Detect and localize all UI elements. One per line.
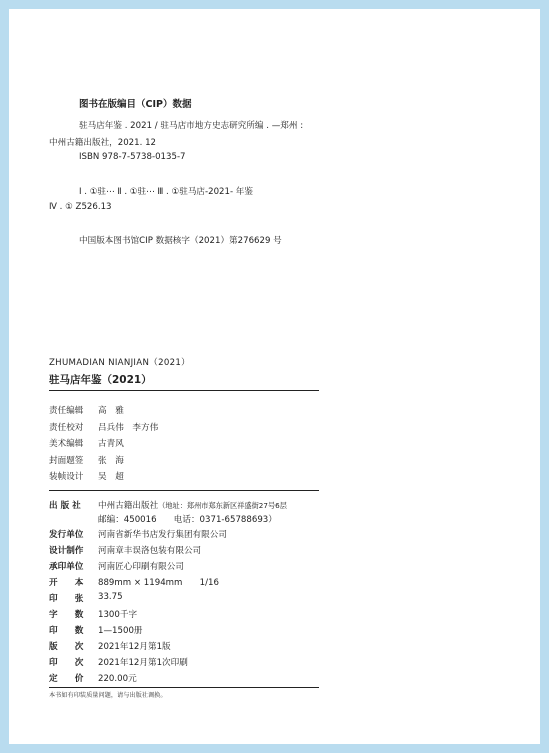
info-label: 承印单位	[49, 562, 84, 572]
info-value: 220.00元	[98, 674, 137, 684]
book-title-pinyin: ZHUMADIAN NIANJIAN（2021）	[49, 358, 191, 368]
staff-label: 封面题签	[49, 456, 84, 466]
cip-isbn: ISBN 978-7-5738-0135-7	[79, 152, 186, 162]
info-value: 河南匠心印刷有限公司	[98, 562, 184, 572]
book-copyright-page	[9, 9, 540, 744]
staff-label: 装帧设计	[49, 472, 84, 482]
cip-line-2: 中州古籍出版社，2021. 12	[49, 138, 157, 148]
quality-notice: 本书如有印装质量问题，请与出版社调换。	[49, 692, 167, 699]
info-label: 发行单位	[49, 530, 84, 540]
staff-value: 古青风	[98, 439, 124, 449]
info-label: 印 张	[49, 594, 84, 604]
staff-label: 美术编辑	[49, 439, 84, 449]
info-label: 印 数	[49, 626, 84, 636]
info-label: 印 次	[49, 658, 84, 668]
info-value: 河南章丰误洛包装有限公司	[98, 546, 202, 556]
info-label: 版 次	[49, 642, 84, 652]
staff-value: 张 海	[98, 456, 124, 466]
cip-classification-2: Ⅳ . ① Z526.13	[49, 202, 112, 212]
info-label: 设计制作	[49, 546, 84, 556]
cip-record-number: 中国版本图书馆CIP 数据核字（2021）第276629 号	[79, 236, 282, 246]
staff-value: 吴 超	[98, 472, 124, 482]
staff-label: 责任编辑	[49, 406, 84, 416]
publisher-address: （地址：郑州市郑东新区祥盛街27号6层	[158, 501, 287, 510]
staff-value: 吕兵伟 李方伟	[98, 423, 159, 433]
info-label: 开 本	[49, 578, 84, 588]
cip-classification-1: Ⅰ . ①驻⋯ Ⅱ . ①驻⋯ Ⅲ . ①驻马店-2021- 年鉴	[79, 187, 253, 197]
book-title: 驻马店年鉴（2021）	[49, 374, 152, 386]
staff-value: 高 雅	[98, 406, 124, 416]
publisher-label: 出 版 社	[49, 501, 81, 511]
publisher-contact: 邮编：450016 电话：0371-65788693）	[98, 515, 277, 525]
info-value: 2021年12月第1次印刷	[98, 658, 188, 668]
info-value: 1300千字	[98, 610, 138, 620]
staff-divider	[49, 490, 319, 491]
info-value: 2021年12月第1版	[98, 642, 171, 652]
info-label: 定 价	[49, 674, 84, 684]
title-divider	[49, 390, 319, 391]
cip-line-1: 驻马店年鉴 . 2021 / 驻马店市地方史志研究所编 . —郑州 :	[79, 121, 304, 131]
publisher-value	[98, 499, 287, 511]
info-value: 33.75	[98, 592, 123, 602]
publisher-name: 中州古籍出版社	[98, 501, 159, 511]
info-value: 河南省新华书店发行集团有限公司	[98, 530, 227, 540]
staff-label: 责任校对	[49, 423, 84, 433]
info-label: 字 数	[49, 610, 84, 620]
info-value: 1—1500册	[98, 626, 143, 636]
footer-divider	[49, 687, 319, 688]
cip-title: 图书在版编目（CIP）数据	[79, 99, 192, 110]
info-value: 889mm × 1194mm 1/16	[98, 578, 219, 588]
